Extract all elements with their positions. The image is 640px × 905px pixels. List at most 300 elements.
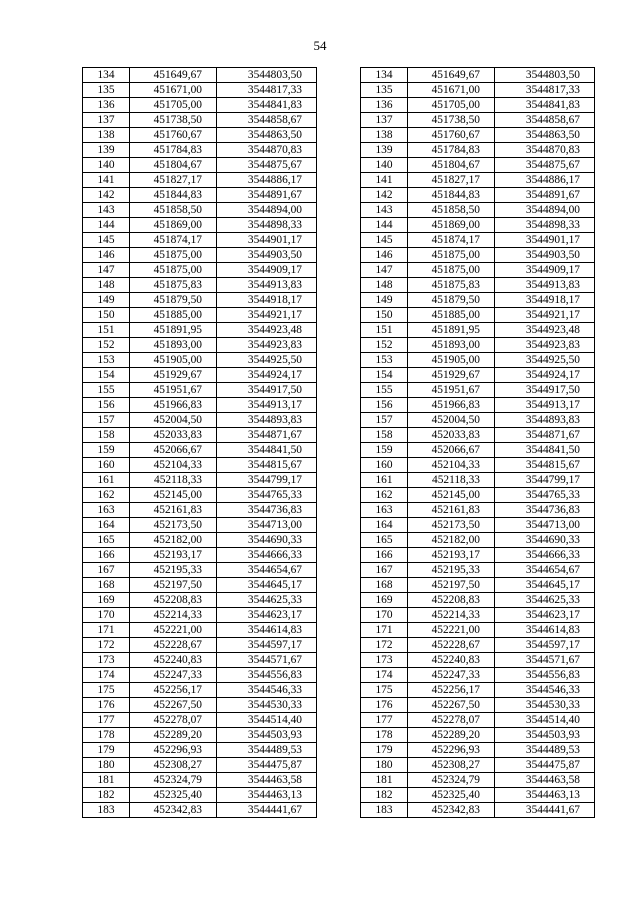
left-point-number-cell: 139 — [83, 143, 130, 158]
table-row — [83, 788, 595, 803]
table-row — [83, 458, 595, 473]
right-y-coordinate-cell: 3544765,33 — [495, 488, 595, 503]
left-x-coordinate-cell: 452161,83 — [130, 503, 217, 518]
column-gap — [317, 803, 361, 818]
column-gap — [317, 173, 361, 188]
left-x-coordinate-cell: 452289,20 — [130, 728, 217, 743]
left-y-coordinate-cell: 3544530,33 — [217, 698, 317, 713]
left-y-coordinate-cell: 3544875,67 — [217, 158, 317, 173]
right-y-coordinate-cell: 3544571,67 — [495, 653, 595, 668]
right-x-coordinate-cell: 451874,17 — [408, 233, 495, 248]
column-gap — [317, 338, 361, 353]
right-x-coordinate-cell: 451760,67 — [408, 128, 495, 143]
column-gap — [317, 668, 361, 683]
column-gap — [317, 608, 361, 623]
right-point-number-cell: 155 — [361, 383, 408, 398]
column-gap — [317, 578, 361, 593]
left-y-coordinate-cell: 3544571,67 — [217, 653, 317, 668]
table-row — [83, 203, 595, 218]
right-y-coordinate-cell: 3544690,33 — [495, 533, 595, 548]
left-x-coordinate-cell: 452267,50 — [130, 698, 217, 713]
left-point-number-cell: 153 — [83, 353, 130, 368]
right-y-coordinate-cell: 3544924,17 — [495, 368, 595, 383]
right-y-coordinate-cell: 3544886,17 — [495, 173, 595, 188]
right-y-coordinate-cell: 3544858,67 — [495, 113, 595, 128]
right-y-coordinate-cell: 3544736,83 — [495, 503, 595, 518]
left-x-coordinate-cell: 452145,00 — [130, 488, 217, 503]
left-x-coordinate-cell: 452325,40 — [130, 788, 217, 803]
left-x-coordinate-cell: 452214,33 — [130, 608, 217, 623]
right-x-coordinate-cell: 451905,00 — [408, 353, 495, 368]
left-point-number-cell: 180 — [83, 758, 130, 773]
right-y-coordinate-cell: 3544503,93 — [495, 728, 595, 743]
right-y-coordinate-cell: 3544514,40 — [495, 713, 595, 728]
right-y-coordinate-cell: 3544898,33 — [495, 218, 595, 233]
table-row — [83, 68, 595, 83]
left-y-coordinate-cell: 3544841,83 — [217, 98, 317, 113]
left-y-coordinate-cell: 3544901,17 — [217, 233, 317, 248]
right-y-coordinate-cell: 3544917,50 — [495, 383, 595, 398]
left-x-coordinate-cell: 452193,17 — [130, 548, 217, 563]
right-x-coordinate-cell: 452296,93 — [408, 743, 495, 758]
left-point-number-cell: 183 — [83, 803, 130, 818]
left-point-number-cell: 155 — [83, 383, 130, 398]
left-x-coordinate-cell: 452033,83 — [130, 428, 217, 443]
right-point-number-cell: 165 — [361, 533, 408, 548]
column-gap — [317, 698, 361, 713]
right-y-coordinate-cell: 3544645,17 — [495, 578, 595, 593]
left-point-number-cell: 141 — [83, 173, 130, 188]
right-y-coordinate-cell: 3544913,83 — [495, 278, 595, 293]
right-y-coordinate-cell: 3544871,67 — [495, 428, 595, 443]
left-y-coordinate-cell: 3544923,83 — [217, 338, 317, 353]
table-row — [83, 293, 595, 308]
left-point-number-cell: 142 — [83, 188, 130, 203]
left-y-coordinate-cell: 3544799,17 — [217, 473, 317, 488]
column-gap — [317, 638, 361, 653]
left-y-coordinate-cell: 3544623,17 — [217, 608, 317, 623]
coordinates-table — [82, 67, 595, 818]
right-y-coordinate-cell: 3544918,17 — [495, 293, 595, 308]
left-point-number-cell: 146 — [83, 248, 130, 263]
left-y-coordinate-cell: 3544841,50 — [217, 443, 317, 458]
left-y-coordinate-cell: 3544863,50 — [217, 128, 317, 143]
right-y-coordinate-cell: 3544803,50 — [495, 68, 595, 83]
table-row — [83, 248, 595, 263]
right-x-coordinate-cell: 451891,95 — [408, 323, 495, 338]
right-y-coordinate-cell: 3544625,33 — [495, 593, 595, 608]
left-point-number-cell: 136 — [83, 98, 130, 113]
right-y-coordinate-cell: 3544923,48 — [495, 323, 595, 338]
column-gap — [317, 548, 361, 563]
left-x-coordinate-cell: 451885,00 — [130, 308, 217, 323]
left-x-coordinate-cell: 452256,17 — [130, 683, 217, 698]
right-point-number-cell: 182 — [361, 788, 408, 803]
right-point-number-cell: 136 — [361, 98, 408, 113]
right-point-number-cell: 137 — [361, 113, 408, 128]
left-point-number-cell: 137 — [83, 113, 130, 128]
column-gap — [317, 683, 361, 698]
right-x-coordinate-cell: 452145,00 — [408, 488, 495, 503]
column-gap — [317, 533, 361, 548]
right-y-coordinate-cell: 3544463,13 — [495, 788, 595, 803]
left-point-number-cell: 144 — [83, 218, 130, 233]
right-point-number-cell: 151 — [361, 323, 408, 338]
left-x-coordinate-cell: 451929,67 — [130, 368, 217, 383]
right-y-coordinate-cell: 3544894,00 — [495, 203, 595, 218]
right-y-coordinate-cell: 3544799,17 — [495, 473, 595, 488]
right-y-coordinate-cell: 3544913,17 — [495, 398, 595, 413]
left-point-number-cell: 135 — [83, 83, 130, 98]
right-y-coordinate-cell: 3544925,50 — [495, 353, 595, 368]
left-point-number-cell: 171 — [83, 623, 130, 638]
right-y-coordinate-cell: 3544870,83 — [495, 143, 595, 158]
left-y-coordinate-cell: 3544489,53 — [217, 743, 317, 758]
left-x-coordinate-cell: 452240,83 — [130, 653, 217, 668]
column-gap — [317, 128, 361, 143]
right-y-coordinate-cell: 3544556,83 — [495, 668, 595, 683]
left-y-coordinate-cell: 3544886,17 — [217, 173, 317, 188]
left-point-number-cell: 167 — [83, 563, 130, 578]
left-point-number-cell: 169 — [83, 593, 130, 608]
right-x-coordinate-cell: 452208,83 — [408, 593, 495, 608]
left-x-coordinate-cell: 452182,00 — [130, 533, 217, 548]
column-gap — [317, 248, 361, 263]
left-y-coordinate-cell: 3544614,83 — [217, 623, 317, 638]
left-y-coordinate-cell: 3544815,67 — [217, 458, 317, 473]
left-y-coordinate-cell: 3544765,33 — [217, 488, 317, 503]
left-x-coordinate-cell: 451844,83 — [130, 188, 217, 203]
left-y-coordinate-cell: 3544597,17 — [217, 638, 317, 653]
right-x-coordinate-cell: 452066,67 — [408, 443, 495, 458]
column-gap — [317, 398, 361, 413]
left-point-number-cell: 143 — [83, 203, 130, 218]
left-point-number-cell: 164 — [83, 518, 130, 533]
right-x-coordinate-cell: 451738,50 — [408, 113, 495, 128]
right-y-coordinate-cell: 3544923,83 — [495, 338, 595, 353]
left-y-coordinate-cell: 3544894,00 — [217, 203, 317, 218]
left-y-coordinate-cell: 3544463,58 — [217, 773, 317, 788]
left-y-coordinate-cell: 3544903,50 — [217, 248, 317, 263]
right-x-coordinate-cell: 452342,83 — [408, 803, 495, 818]
right-point-number-cell: 157 — [361, 413, 408, 428]
left-y-coordinate-cell: 3544690,33 — [217, 533, 317, 548]
left-point-number-cell: 162 — [83, 488, 130, 503]
right-point-number-cell: 178 — [361, 728, 408, 743]
column-gap — [317, 293, 361, 308]
column-gap — [317, 308, 361, 323]
column-gap — [317, 68, 361, 83]
right-point-number-cell: 143 — [361, 203, 408, 218]
right-x-coordinate-cell: 451858,50 — [408, 203, 495, 218]
right-x-coordinate-cell: 452256,17 — [408, 683, 495, 698]
table-row — [83, 428, 595, 443]
table-row — [83, 353, 595, 368]
left-x-coordinate-cell: 451671,00 — [130, 83, 217, 98]
right-y-coordinate-cell: 3544903,50 — [495, 248, 595, 263]
right-point-number-cell: 138 — [361, 128, 408, 143]
left-x-coordinate-cell: 452197,50 — [130, 578, 217, 593]
right-y-coordinate-cell: 3544841,83 — [495, 98, 595, 113]
table-row — [83, 443, 595, 458]
left-y-coordinate-cell: 3544463,13 — [217, 788, 317, 803]
left-y-coordinate-cell: 3544898,33 — [217, 218, 317, 233]
left-y-coordinate-cell: 3544923,48 — [217, 323, 317, 338]
right-point-number-cell: 142 — [361, 188, 408, 203]
right-x-coordinate-cell: 452228,67 — [408, 638, 495, 653]
table-row — [83, 98, 595, 113]
right-x-coordinate-cell: 451885,00 — [408, 308, 495, 323]
right-x-coordinate-cell: 451804,67 — [408, 158, 495, 173]
left-point-number-cell: 138 — [83, 128, 130, 143]
table-row — [83, 773, 595, 788]
column-gap — [317, 83, 361, 98]
left-x-coordinate-cell: 451827,17 — [130, 173, 217, 188]
column-gap — [317, 443, 361, 458]
right-point-number-cell: 160 — [361, 458, 408, 473]
right-y-coordinate-cell: 3544815,67 — [495, 458, 595, 473]
table-row — [83, 323, 595, 338]
right-y-coordinate-cell: 3544909,17 — [495, 263, 595, 278]
right-x-coordinate-cell: 452104,33 — [408, 458, 495, 473]
column-gap — [317, 518, 361, 533]
left-y-coordinate-cell: 3544546,33 — [217, 683, 317, 698]
right-point-number-cell: 170 — [361, 608, 408, 623]
left-point-number-cell: 158 — [83, 428, 130, 443]
table-row — [83, 533, 595, 548]
left-point-number-cell: 179 — [83, 743, 130, 758]
table-row — [83, 308, 595, 323]
right-x-coordinate-cell: 452004,50 — [408, 413, 495, 428]
right-y-coordinate-cell: 3544841,50 — [495, 443, 595, 458]
left-x-coordinate-cell: 451738,50 — [130, 113, 217, 128]
column-gap — [317, 428, 361, 443]
column-gap — [317, 713, 361, 728]
right-point-number-cell: 162 — [361, 488, 408, 503]
left-point-number-cell: 181 — [83, 773, 130, 788]
table-row — [83, 728, 595, 743]
right-y-coordinate-cell: 3544623,17 — [495, 608, 595, 623]
right-x-coordinate-cell: 452214,33 — [408, 608, 495, 623]
right-x-coordinate-cell: 452289,20 — [408, 728, 495, 743]
right-point-number-cell: 181 — [361, 773, 408, 788]
left-point-number-cell: 182 — [83, 788, 130, 803]
table-row — [83, 668, 595, 683]
left-x-coordinate-cell: 451893,00 — [130, 338, 217, 353]
left-y-coordinate-cell: 3544654,67 — [217, 563, 317, 578]
column-gap — [317, 773, 361, 788]
right-y-coordinate-cell: 3544891,67 — [495, 188, 595, 203]
right-point-number-cell: 152 — [361, 338, 408, 353]
right-x-coordinate-cell: 452173,50 — [408, 518, 495, 533]
table-row — [83, 413, 595, 428]
right-x-coordinate-cell: 451827,17 — [408, 173, 495, 188]
left-x-coordinate-cell: 452324,79 — [130, 773, 217, 788]
right-point-number-cell: 180 — [361, 758, 408, 773]
table-row — [83, 488, 595, 503]
right-point-number-cell: 148 — [361, 278, 408, 293]
left-point-number-cell: 168 — [83, 578, 130, 593]
left-point-number-cell: 163 — [83, 503, 130, 518]
right-x-coordinate-cell: 451929,67 — [408, 368, 495, 383]
right-x-coordinate-cell: 451951,67 — [408, 383, 495, 398]
left-x-coordinate-cell: 452221,00 — [130, 623, 217, 638]
right-point-number-cell: 141 — [361, 173, 408, 188]
left-point-number-cell: 156 — [83, 398, 130, 413]
column-gap — [317, 323, 361, 338]
table-row — [83, 653, 595, 668]
right-y-coordinate-cell: 3544475,87 — [495, 758, 595, 773]
right-x-coordinate-cell: 451671,00 — [408, 83, 495, 98]
right-y-coordinate-cell: 3544863,50 — [495, 128, 595, 143]
left-point-number-cell: 145 — [83, 233, 130, 248]
left-point-number-cell: 150 — [83, 308, 130, 323]
left-x-coordinate-cell: 451905,00 — [130, 353, 217, 368]
table-row — [83, 803, 595, 818]
right-x-coordinate-cell: 452267,50 — [408, 698, 495, 713]
right-y-coordinate-cell: 3544654,67 — [495, 563, 595, 578]
right-y-coordinate-cell: 3544530,33 — [495, 698, 595, 713]
left-x-coordinate-cell: 452066,67 — [130, 443, 217, 458]
left-point-number-cell: 170 — [83, 608, 130, 623]
right-point-number-cell: 159 — [361, 443, 408, 458]
table-row — [83, 713, 595, 728]
left-point-number-cell: 166 — [83, 548, 130, 563]
right-x-coordinate-cell: 451705,00 — [408, 98, 495, 113]
right-point-number-cell: 168 — [361, 578, 408, 593]
right-x-coordinate-cell: 451784,83 — [408, 143, 495, 158]
table-row — [83, 383, 595, 398]
right-y-coordinate-cell: 3544463,58 — [495, 773, 595, 788]
right-x-coordinate-cell: 452197,50 — [408, 578, 495, 593]
left-x-coordinate-cell: 452104,33 — [130, 458, 217, 473]
left-x-coordinate-cell: 452247,33 — [130, 668, 217, 683]
right-x-coordinate-cell: 452221,00 — [408, 623, 495, 638]
column-gap — [317, 98, 361, 113]
right-x-coordinate-cell: 451893,00 — [408, 338, 495, 353]
left-y-coordinate-cell: 3544925,50 — [217, 353, 317, 368]
left-y-coordinate-cell: 3544858,67 — [217, 113, 317, 128]
right-point-number-cell: 177 — [361, 713, 408, 728]
left-y-coordinate-cell: 3544909,17 — [217, 263, 317, 278]
left-x-coordinate-cell: 452208,83 — [130, 593, 217, 608]
right-point-number-cell: 166 — [361, 548, 408, 563]
left-point-number-cell: 152 — [83, 338, 130, 353]
column-gap — [317, 488, 361, 503]
left-point-number-cell: 147 — [83, 263, 130, 278]
left-y-coordinate-cell: 3544913,17 — [217, 398, 317, 413]
right-point-number-cell: 169 — [361, 593, 408, 608]
right-y-coordinate-cell: 3544713,00 — [495, 518, 595, 533]
column-gap — [317, 458, 361, 473]
right-point-number-cell: 179 — [361, 743, 408, 758]
left-y-coordinate-cell: 3544645,17 — [217, 578, 317, 593]
right-point-number-cell: 163 — [361, 503, 408, 518]
right-point-number-cell: 176 — [361, 698, 408, 713]
right-x-coordinate-cell: 452033,83 — [408, 428, 495, 443]
left-y-coordinate-cell: 3544666,33 — [217, 548, 317, 563]
right-x-coordinate-cell: 451649,67 — [408, 68, 495, 83]
left-x-coordinate-cell: 452195,33 — [130, 563, 217, 578]
right-point-number-cell: 158 — [361, 428, 408, 443]
right-x-coordinate-cell: 452325,40 — [408, 788, 495, 803]
table-row — [83, 233, 595, 248]
table-row — [83, 188, 595, 203]
left-x-coordinate-cell: 451891,95 — [130, 323, 217, 338]
table-row — [83, 563, 595, 578]
right-y-coordinate-cell: 3544921,17 — [495, 308, 595, 323]
table-row — [83, 608, 595, 623]
left-y-coordinate-cell: 3544514,40 — [217, 713, 317, 728]
right-x-coordinate-cell: 452308,27 — [408, 758, 495, 773]
right-point-number-cell: 153 — [361, 353, 408, 368]
table-row — [83, 503, 595, 518]
table-row — [83, 683, 595, 698]
table-row — [83, 548, 595, 563]
right-y-coordinate-cell: 3544441,67 — [495, 803, 595, 818]
column-gap — [317, 158, 361, 173]
right-point-number-cell: 134 — [361, 68, 408, 83]
table-row — [83, 518, 595, 533]
right-y-coordinate-cell: 3544614,83 — [495, 623, 595, 638]
column-gap — [317, 743, 361, 758]
left-point-number-cell: 173 — [83, 653, 130, 668]
left-x-coordinate-cell: 452308,27 — [130, 758, 217, 773]
left-x-coordinate-cell: 451875,00 — [130, 263, 217, 278]
left-x-coordinate-cell: 451705,00 — [130, 98, 217, 113]
left-point-number-cell: 161 — [83, 473, 130, 488]
table-row — [83, 83, 595, 98]
table-row — [83, 113, 595, 128]
left-point-number-cell: 174 — [83, 668, 130, 683]
left-y-coordinate-cell: 3544803,50 — [217, 68, 317, 83]
table-row — [83, 173, 595, 188]
left-y-coordinate-cell: 3544625,33 — [217, 593, 317, 608]
left-x-coordinate-cell: 451879,50 — [130, 293, 217, 308]
table-row — [83, 623, 595, 638]
right-y-coordinate-cell: 3544817,33 — [495, 83, 595, 98]
table-row — [83, 338, 595, 353]
right-point-number-cell: 173 — [361, 653, 408, 668]
left-y-coordinate-cell: 3544871,67 — [217, 428, 317, 443]
left-y-coordinate-cell: 3544918,17 — [217, 293, 317, 308]
left-x-coordinate-cell: 451649,67 — [130, 68, 217, 83]
right-point-number-cell: 183 — [361, 803, 408, 818]
right-y-coordinate-cell: 3544597,17 — [495, 638, 595, 653]
right-point-number-cell: 146 — [361, 248, 408, 263]
left-y-coordinate-cell: 3544503,93 — [217, 728, 317, 743]
column-gap — [317, 233, 361, 248]
left-y-coordinate-cell: 3544891,67 — [217, 188, 317, 203]
left-y-coordinate-cell: 3544475,87 — [217, 758, 317, 773]
right-y-coordinate-cell: 3544893,83 — [495, 413, 595, 428]
table-row — [83, 698, 595, 713]
column-gap — [317, 188, 361, 203]
column-gap — [317, 473, 361, 488]
right-x-coordinate-cell: 452240,83 — [408, 653, 495, 668]
right-point-number-cell: 164 — [361, 518, 408, 533]
column-gap — [317, 758, 361, 773]
coordinates-table-body — [83, 68, 595, 818]
left-point-number-cell: 175 — [83, 683, 130, 698]
left-point-number-cell: 159 — [83, 443, 130, 458]
table-row — [83, 218, 595, 233]
right-x-coordinate-cell: 452193,17 — [408, 548, 495, 563]
left-x-coordinate-cell: 451858,50 — [130, 203, 217, 218]
left-x-coordinate-cell: 451760,67 — [130, 128, 217, 143]
left-x-coordinate-cell: 451951,67 — [130, 383, 217, 398]
right-point-number-cell: 174 — [361, 668, 408, 683]
